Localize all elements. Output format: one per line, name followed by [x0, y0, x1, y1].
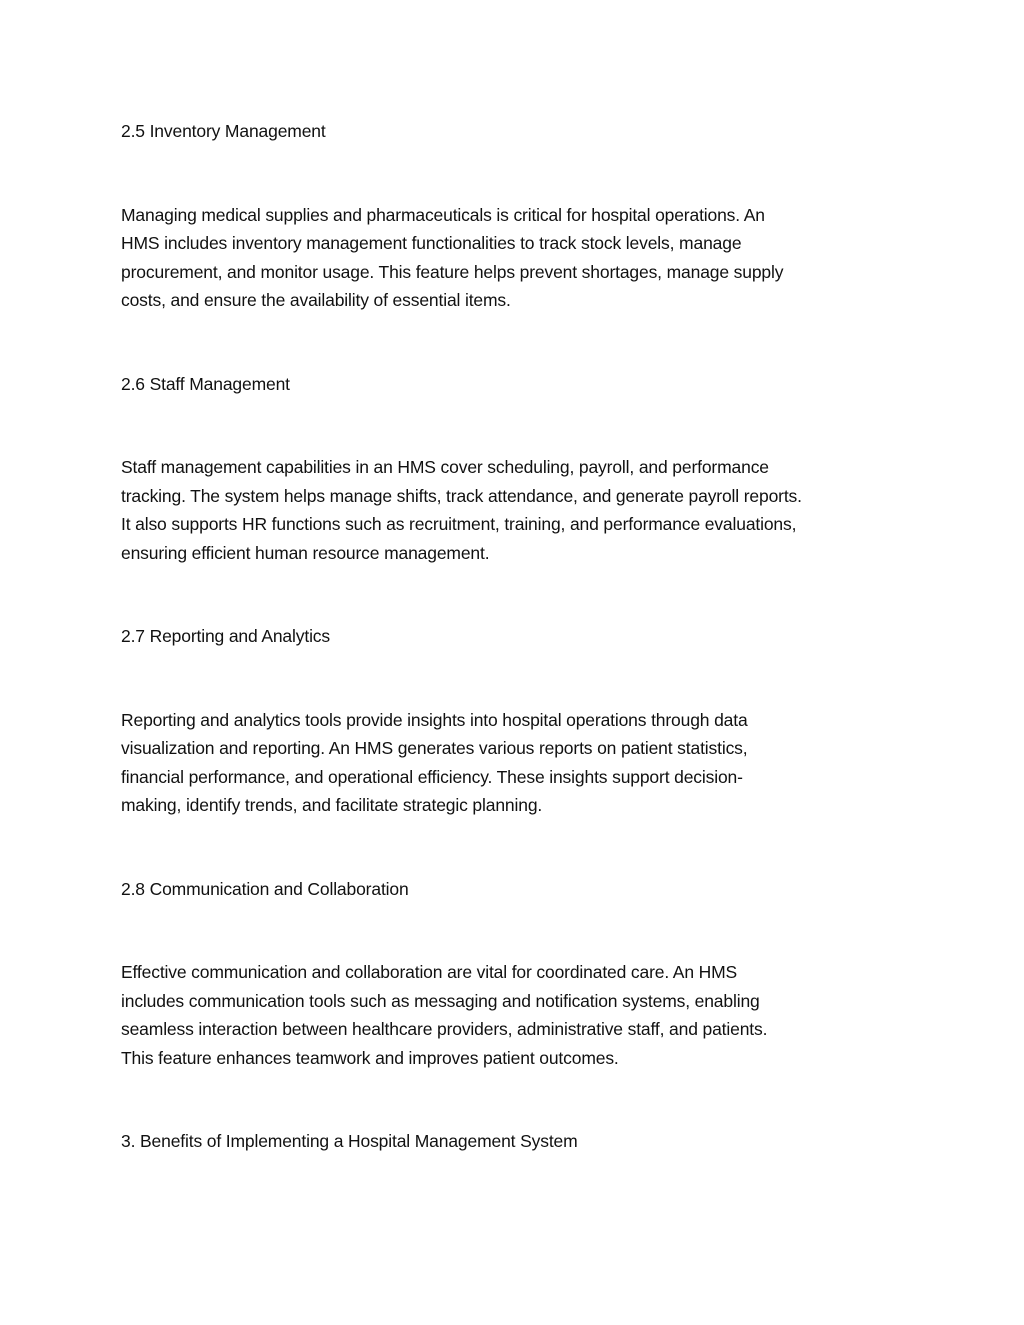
section-paragraph-communication-collaboration [121, 958, 911, 1072]
paragraph-line: Reporting and analytics tools provide insights into hospital operations through data [121, 709, 748, 730]
paragraph-line: costs, and ensure the availability of essential items. [121, 290, 511, 310]
paragraph-line: Staff management capabilities in an HMS cover scheduling, payroll, and performance [121, 457, 769, 477]
paragraph-line: Managing medical supplies and pharmaceuticals is critical for hospital operations. An [121, 204, 765, 225]
section-paragraph-staff-management [121, 453, 911, 567]
paragraph-line: tracking. The system helps manage shifts, track attendance, and generate payroll reports. [121, 485, 802, 506]
paragraph-line: It also supports HR functions such as recruitment, training, and performance evaluations, [121, 514, 797, 534]
paragraph-line: procurement, and monitor usage. This feature helps prevent shortages, manage supply [121, 261, 784, 282]
section-heading-inventory-management: 2.5 Inventory Management [121, 121, 326, 141]
paragraph-line: ensuring efficient human resource management. [121, 542, 490, 563]
section-paragraph-reporting-analytics [121, 706, 911, 820]
paragraph-line: visualization and reporting. An HMS generates various reports on patient statistics, [121, 738, 748, 758]
section-paragraph-inventory-management [121, 201, 911, 315]
section-heading-reporting-analytics: 2.7 Reporting and Analytics [121, 626, 331, 646]
paragraph-line: making, identify trends, and facilitate strategic planning. [121, 795, 543, 815]
paragraph-line: Effective communication and collaboration are vital for coordinated care. An HMS [121, 962, 738, 982]
document-body [121, 117, 911, 1156]
section-heading-benefits: 3. Benefits of Implementing a Hospital Management System [121, 1131, 578, 1151]
paragraph-line: HMS includes inventory management functionalities to track stock levels, manage [121, 233, 742, 253]
paragraph-line: This feature enhances teamwork and improves patient outcomes. [121, 1047, 619, 1068]
section-heading-staff-management: 2.6 Staff Management [121, 373, 290, 394]
paragraph-line: financial performance, and operational efficiency. These insights support decision- [121, 766, 743, 787]
paragraph-line: seamless interaction between healthcare providers, administrative staff, and patients. [121, 1019, 768, 1039]
paragraph-line: includes communication tools such as messaging and notification systems, enabling [121, 990, 760, 1011]
section-heading-communication-collaboration: 2.8 Communication and Collaboration [121, 878, 409, 899]
